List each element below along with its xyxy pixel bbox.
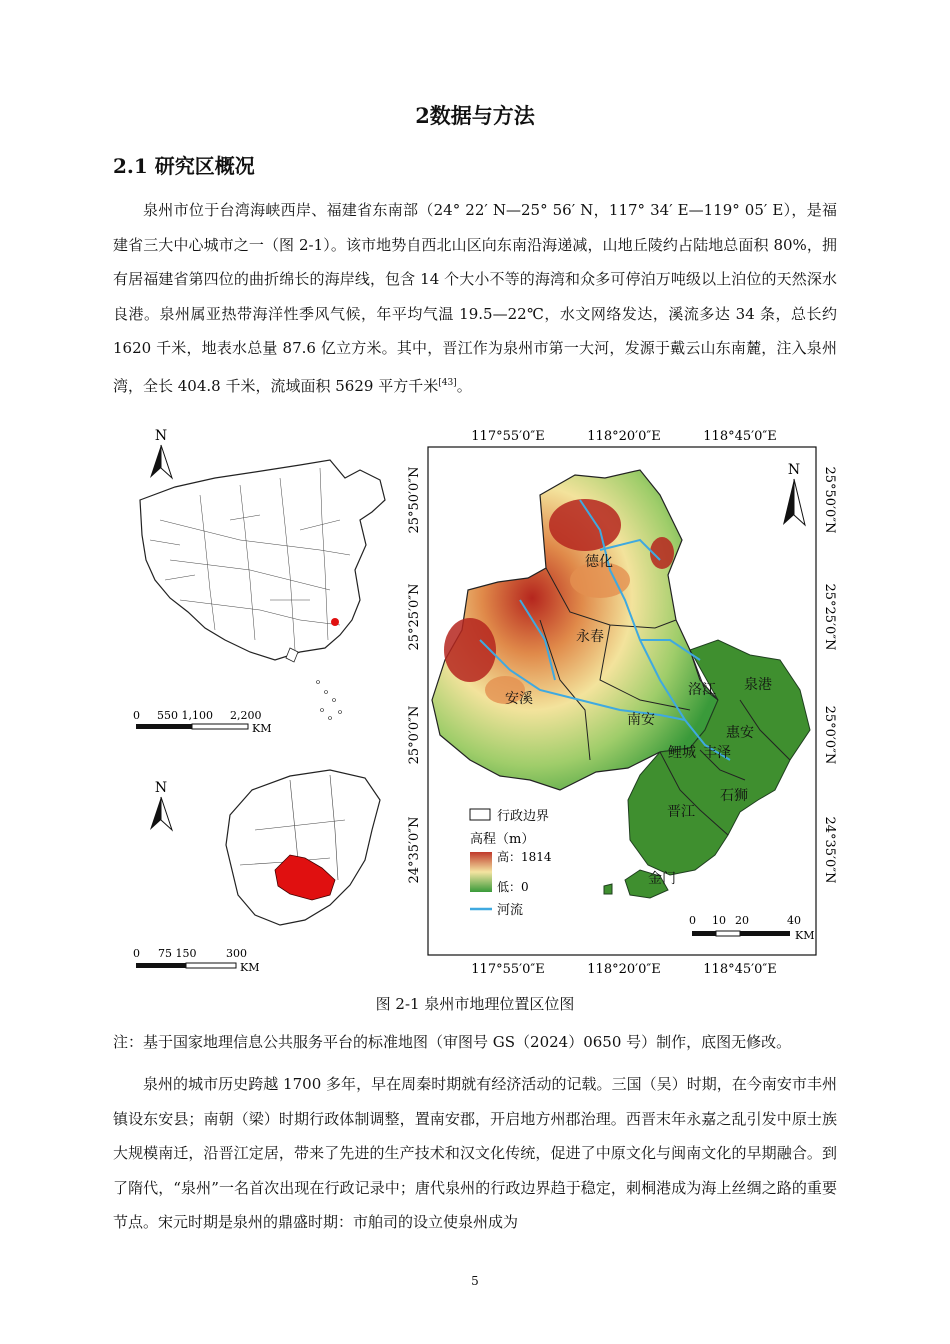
svg-text:0: 0: [133, 709, 140, 722]
lat-right-3: 25°0′0″N: [822, 705, 837, 765]
legend-high: 高：1814: [497, 850, 552, 864]
lon-bottom-2: 118°20′0″E: [587, 962, 661, 977]
lat-left-3: 25°0′0″N: [407, 705, 422, 765]
svg-text:KM: KM: [252, 722, 272, 735]
fujian-inset-map: [133, 770, 380, 974]
label-nanan: 南安: [627, 712, 655, 728]
lat-right-2: 25°25′0″N: [822, 583, 837, 651]
lat-left-2: 25°25′0″N: [407, 583, 422, 651]
page-number: 5: [471, 1274, 479, 1288]
quanzhou-marker: [331, 618, 339, 626]
quanzhou-main-map: [407, 429, 837, 977]
citation-ref: [43]: [438, 377, 457, 388]
svg-text:10: 10: [712, 914, 726, 927]
svg-text:550 1,100: 550 1,100: [157, 709, 213, 722]
label-jinjiang: 晋江: [667, 804, 695, 820]
svg-text:KM: KM: [795, 929, 815, 942]
label-quangang: 泉港: [744, 677, 772, 693]
svg-text:75 150: 75 150: [158, 947, 197, 960]
north-arrow-fujian: [150, 780, 172, 830]
paragraph-1-end: 。: [456, 376, 472, 395]
figure-caption: 图 2-1 泉州市地理位置区位图: [375, 995, 575, 1013]
legend-boundary: 行政边界: [497, 809, 550, 824]
paragraph-2: [113, 1067, 837, 1240]
fujian-outline: [226, 770, 380, 925]
label-yongchun: 永春: [576, 629, 604, 645]
north-label: N: [154, 428, 168, 444]
svg-text:KM: KM: [240, 961, 260, 974]
label-anxi: 安溪: [505, 691, 533, 707]
figure-note: 注：基于国家地理信息公共服务平台的标准地图（审图号 GS（2024）0650 号）制作，底图无修改。: [113, 1033, 792, 1051]
label-shishi: 石狮: [720, 788, 748, 804]
lat-left-4: 24°35′0″N: [407, 816, 422, 884]
legend-elev-title: 高程（m）: [470, 832, 535, 847]
paragraph-1-text: 泉州市位于台湾海峡西岸、福建省东南部（24° 22′ N—25° 56′ N，117° 34′ E—119° 05′ E），是福建省三大中心城市之一（图 2-1）。该市地势自西北山区向东南沿海递减，山地丘陵约占陆地总面积 80%，拥有居福建省第四位的曲折绵长的海岸线，包含 14 个大小不等的海湾和众多可停泊万吨级以上泊位的天然深水良港。泉州属亚热带海洋性季风气候，年平均气温 19.5—22℃，水文网络发达，溪流多达 34 条，总长约 1620 千米，地表水总量 87.6 亿立方米。其中，晋江作为泉州市第一大河，发源于戴云山东南麓，注入泉州湾，全长 404.8 千米，流域面积 5629 平方千米: [113, 201, 837, 395]
svg-text:40: 40: [787, 914, 801, 927]
lat-right-4: 24°35′0″N: [822, 816, 837, 884]
lon-bottom-1: 117°55′0″E: [471, 962, 545, 977]
lat-right-1: 25°50′0″N: [822, 466, 837, 534]
svg-text:20: 20: [735, 914, 749, 927]
label-licheng: 鲤城: [668, 745, 696, 761]
north-arrow-china: [150, 428, 172, 478]
legend-low: 低：0: [497, 880, 529, 894]
legend-gradient: [470, 852, 492, 892]
svg-text:2,200: 2,200: [230, 709, 262, 722]
lon-top-1: 117°55′0″E: [471, 429, 545, 444]
paragraph-2-text: 泉州的城市历史跨越 1700 多年，早在周秦时期就有经济活动的记载。三国（吴）时期，在今南安市丰州镇设东安县；南朝（梁）时期行政体制调整，置南安郡，开启地方州郡治理。西晋末年永嘉之乱引发中原士族大规模南迁，沿晋江定居，带来了先进的生产技术和汉文化传统，促进了中原文化与闽南文化的早期融合。到了隋代，“泉州”一名首次出现在行政记录中；唐代泉州的行政边界趋于稳定，刺桐港成为海上丝绸之路的重要节点。宋元时期是泉州的鼎盛时期：市舶司的设立使泉州成为: [113, 1075, 837, 1231]
label-fengze: 丰泽: [703, 745, 731, 761]
label-dehua: 德化: [585, 554, 613, 570]
lat-left-1: 25°50′0″N: [407, 466, 422, 534]
svg-text:0: 0: [689, 914, 696, 927]
lon-top-3: 118°45′0″E: [703, 429, 777, 444]
lon-top-2: 118°20′0″E: [587, 429, 661, 444]
china-inset-map: [133, 428, 385, 735]
scale-bar-china: [133, 709, 271, 735]
label-jinmen: 金门: [648, 871, 676, 887]
lon-bottom-3: 118°45′0″E: [703, 962, 777, 977]
svg-text:0: 0: [133, 947, 140, 960]
label-huian: 惠安: [726, 725, 754, 741]
chapter-title: 2数据与方法: [415, 103, 535, 128]
svg-text:300: 300: [226, 947, 247, 960]
china-outline: [140, 460, 385, 660]
legend-river: 河流: [497, 903, 524, 918]
svg-text:N: N: [154, 780, 168, 796]
label-luojiang: 洛江: [688, 682, 716, 698]
section-title: 2.1 研究区概况: [113, 154, 255, 178]
svg-text:N: N: [787, 462, 801, 478]
scale-bar-fujian: [133, 947, 259, 974]
